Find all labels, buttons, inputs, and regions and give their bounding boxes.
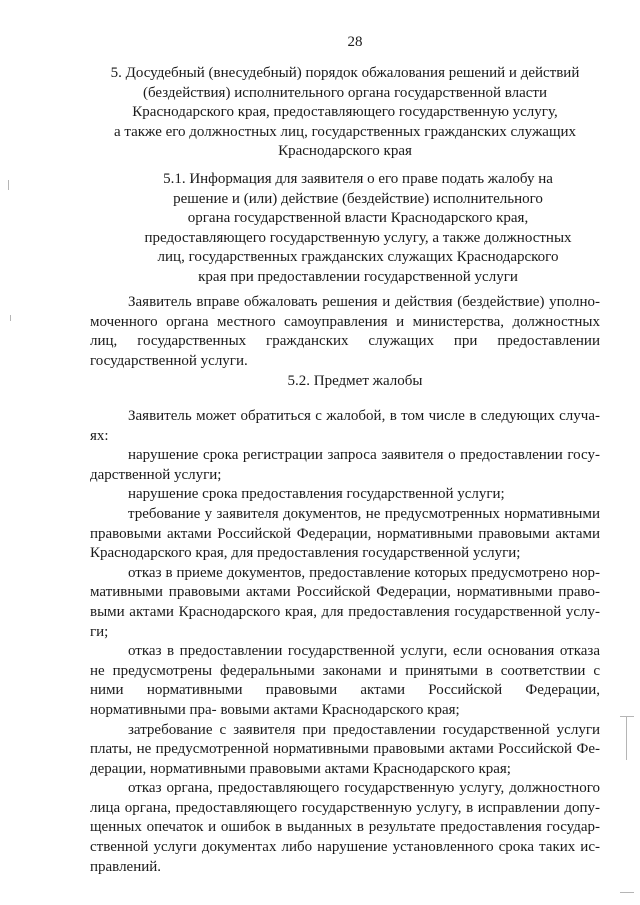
- body-line: отказ в предоставлении государственной услуги, если основания отказа: [128, 643, 600, 660]
- body-line: дерации, нормативными правовыми актами Краснодарского края;: [90, 760, 511, 777]
- list-item: [90, 505, 600, 564]
- section-5-2-body: [90, 407, 600, 877]
- body-line: вовыми актами Краснодарского края;: [220, 701, 460, 718]
- body-paragraph: [90, 293, 600, 371]
- body-line: правовыми актами Российской Федерации, нормативными правовыми актами: [90, 525, 600, 542]
- body-line: мативными правовыми актами Российской Федерации, нормативными право-: [90, 584, 600, 601]
- scan-mark: [620, 716, 634, 717]
- heading-line: лиц, государственных гражданских служащих Краснодарского: [157, 249, 559, 266]
- scan-mark: [620, 892, 634, 893]
- body-line: нарушение срока регистрации запроса заявителя о предоставлении госу-: [128, 447, 600, 464]
- list-item: [90, 721, 600, 780]
- body-line: требование у заявителя документов, не предусмотренных нормативными: [128, 505, 600, 522]
- section-5-2-heading: 5.2. Предмет жалобы: [287, 373, 423, 389]
- list-item: [90, 407, 600, 446]
- list-item: [90, 779, 600, 877]
- body-line: нарушение срока предоставления государственной услуги;: [128, 486, 505, 503]
- heading-line: Краснодарского края, предоставляющего государственную услугу,: [132, 104, 558, 121]
- body-line: Заявитель вправе обжаловать решения и действия (бездействие) уполно-: [128, 294, 600, 310]
- heading-line: 5.1. Информация для заявителя о его праве подать жалобу на: [163, 171, 553, 187]
- body-line: ственной услуги документах либо нарушение установленного срока таких ис-: [90, 839, 600, 856]
- list-item: [90, 564, 600, 642]
- scan-mark: [8, 180, 9, 190]
- list-item: [90, 446, 600, 485]
- scan-mark: [10, 315, 11, 321]
- page-number: 28: [347, 34, 363, 50]
- body-line: государственных гражданских служащих при предоставлении государственной: [90, 333, 600, 369]
- heading-line: предоставляющего государственную услугу, а также должностных: [144, 229, 572, 246]
- body-line: нормативными правовыми актами Российской Федерации, нормативными пра-: [90, 682, 600, 718]
- body-line: не предусмотрены федеральными законами и принятыми в соответствии с ними: [90, 662, 600, 699]
- body-line: услуги.: [200, 352, 248, 369]
- heading-line: органа государственной власти Краснодарского края,: [187, 210, 529, 227]
- body-line: Краснодарского края, для предоставления государственной услуги;: [90, 545, 521, 562]
- heading-line: 5. Досудебный (внесудебный) порядок обжалования решений и действий: [110, 65, 580, 81]
- heading-line: края при предоставлении государственной услуги: [198, 268, 518, 285]
- body-line: затребование с заявителя при предоставлении государственной услуги: [128, 721, 600, 738]
- body-line: платы, не предусмотренной нормативными правовыми актами Российской Фе-: [90, 741, 600, 758]
- scan-mark: [626, 716, 627, 760]
- body-line: ги;: [90, 623, 109, 640]
- body-line: отказ органа, предоставляющего государственную услугу, должностного: [128, 780, 600, 797]
- list-item: [90, 485, 600, 505]
- list-item: [90, 642, 600, 720]
- body-line: ях:: [90, 427, 109, 444]
- body-line: моченного органа местного самоуправления и министерства, должностных лиц,: [90, 313, 600, 350]
- section-5-heading: [90, 64, 600, 162]
- heading-line: решение и (или) действие (бездействие) исполнительного: [173, 190, 543, 207]
- section-5-1-body: [90, 293, 600, 371]
- section-5-1-heading: [108, 170, 608, 288]
- body-line: дарственной услуги;: [90, 466, 222, 483]
- body-line: щенных опечаток и ошибок в выданных в результате предоставления государ-: [90, 819, 600, 836]
- heading-line: а также его должностных лиц, государственных гражданских служащих: [113, 123, 577, 140]
- body-line: Заявитель может обратиться с жалобой, в том числе в следующих случа-: [128, 408, 600, 424]
- body-line: лица органа, предоставляющего государственную услугу, в исправлении допу-: [90, 799, 600, 816]
- heading-line: Краснодарского края: [278, 143, 412, 160]
- body-line: выми актами Краснодарского края, для предоставления государственной услу-: [90, 603, 600, 620]
- body-line: отказ в приеме документов, предоставление которых предусмотрено нор-: [128, 564, 600, 581]
- heading-line: (бездействия) исполнительного органа государственной власти: [142, 84, 548, 101]
- body-line: правлений.: [90, 858, 162, 875]
